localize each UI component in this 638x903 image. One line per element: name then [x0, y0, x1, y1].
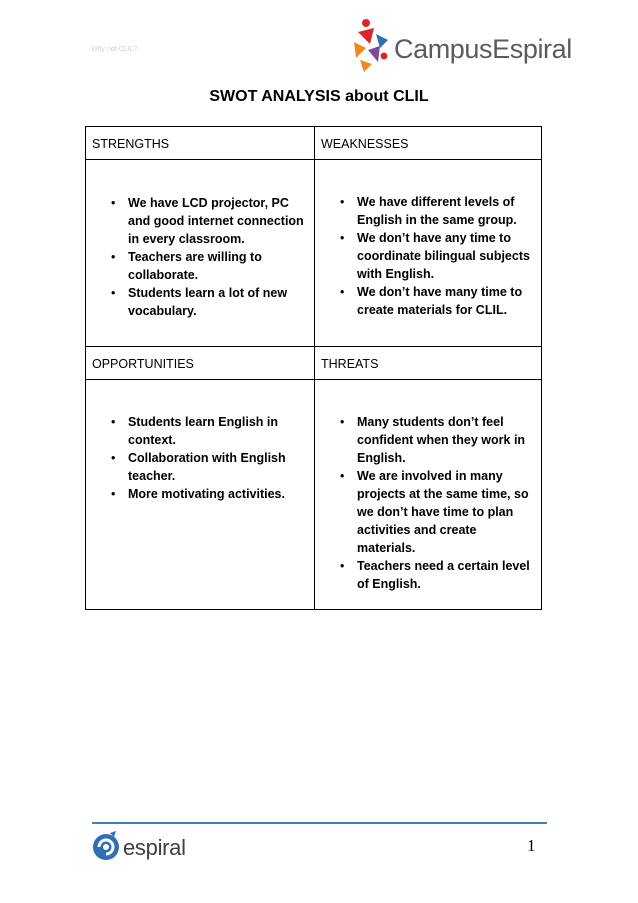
- swot-body-row: [86, 380, 542, 610]
- list-item: • Students learn a lot of new vocabulary.: [111, 286, 288, 318]
- list-item: • We have LCD projector, PC and good internet connection in every classroom.: [111, 196, 304, 246]
- swot-header-row: [86, 347, 542, 380]
- espiral-brand: espiral: [123, 835, 186, 860]
- weaknesses-list: [315, 160, 541, 345]
- page-title: SWOT ANALYSIS about CLIL: [209, 88, 429, 105]
- bullet-icon: •: [111, 487, 116, 501]
- threats-list: [315, 380, 541, 609]
- threats-heading-cell: [315, 347, 542, 380]
- opportunities-heading: OPPORTUNITIES: [92, 357, 194, 371]
- threats-heading: THREATS: [321, 357, 379, 371]
- bullet-icon: •: [340, 559, 345, 573]
- list-item: • More motivating activities.: [111, 487, 285, 501]
- bullet-icon: •: [111, 250, 116, 264]
- bullet-icon: •: [111, 415, 116, 429]
- bullet-icon: •: [111, 286, 116, 300]
- bullet-icon: •: [340, 285, 345, 299]
- espiral-logo-icon: [90, 829, 122, 863]
- strengths-list: [86, 160, 314, 346]
- strengths-heading: STRENGTHS: [92, 137, 170, 151]
- list-item: • We don’t have any time to coordinate bilingual subjects with English.: [340, 231, 530, 281]
- list-item: • Teachers are willing to collaborate.: [111, 250, 262, 282]
- opportunities-cell: [86, 380, 315, 610]
- bullet-icon: •: [340, 469, 345, 483]
- bullet-icon: •: [340, 231, 345, 245]
- bullet-icon: •: [340, 415, 345, 429]
- strengths-heading-cell: [86, 127, 315, 160]
- bullet-icon: •: [111, 196, 116, 210]
- weaknesses-heading: WEAKNESSES: [321, 137, 409, 151]
- list-item: • We don’t have many time to create materials for CLIL.: [340, 285, 523, 317]
- opportunities-heading-cell: [86, 347, 315, 380]
- espiral-footer-logo: [90, 829, 190, 863]
- list-item: • We are involved in many projects at the same time, so we don’t have time to plan activities and create materials.: [340, 469, 529, 555]
- header-note: Why not CLIL?: [91, 46, 138, 53]
- footer-divider: [92, 822, 547, 824]
- bullet-icon: •: [340, 195, 345, 209]
- campus-espiral-brand: CampusEspiral: [394, 34, 572, 64]
- swot-table: [85, 126, 542, 610]
- threats-cell: [315, 380, 542, 610]
- list-item: • We have different levels of English in the same group.: [340, 195, 517, 227]
- list-item: • Many students don’t feel confident when they work in English.: [340, 415, 526, 465]
- weaknesses-cell: [315, 160, 542, 347]
- campus-espiral-logo: [352, 18, 602, 74]
- weaknesses-heading-cell: [315, 127, 542, 160]
- swot-header-row: [86, 127, 542, 160]
- opportunities-list: [86, 380, 314, 503]
- strengths-cell: [86, 160, 315, 347]
- list-item: • Collaboration with English teacher.: [111, 451, 286, 483]
- list-item: • Students learn English in context.: [111, 415, 279, 447]
- page-number: 1: [527, 836, 536, 855]
- list-item: • Teachers need a certain level of English.: [340, 559, 530, 591]
- bullet-icon: •: [111, 451, 116, 465]
- swot-body-row: [86, 160, 542, 347]
